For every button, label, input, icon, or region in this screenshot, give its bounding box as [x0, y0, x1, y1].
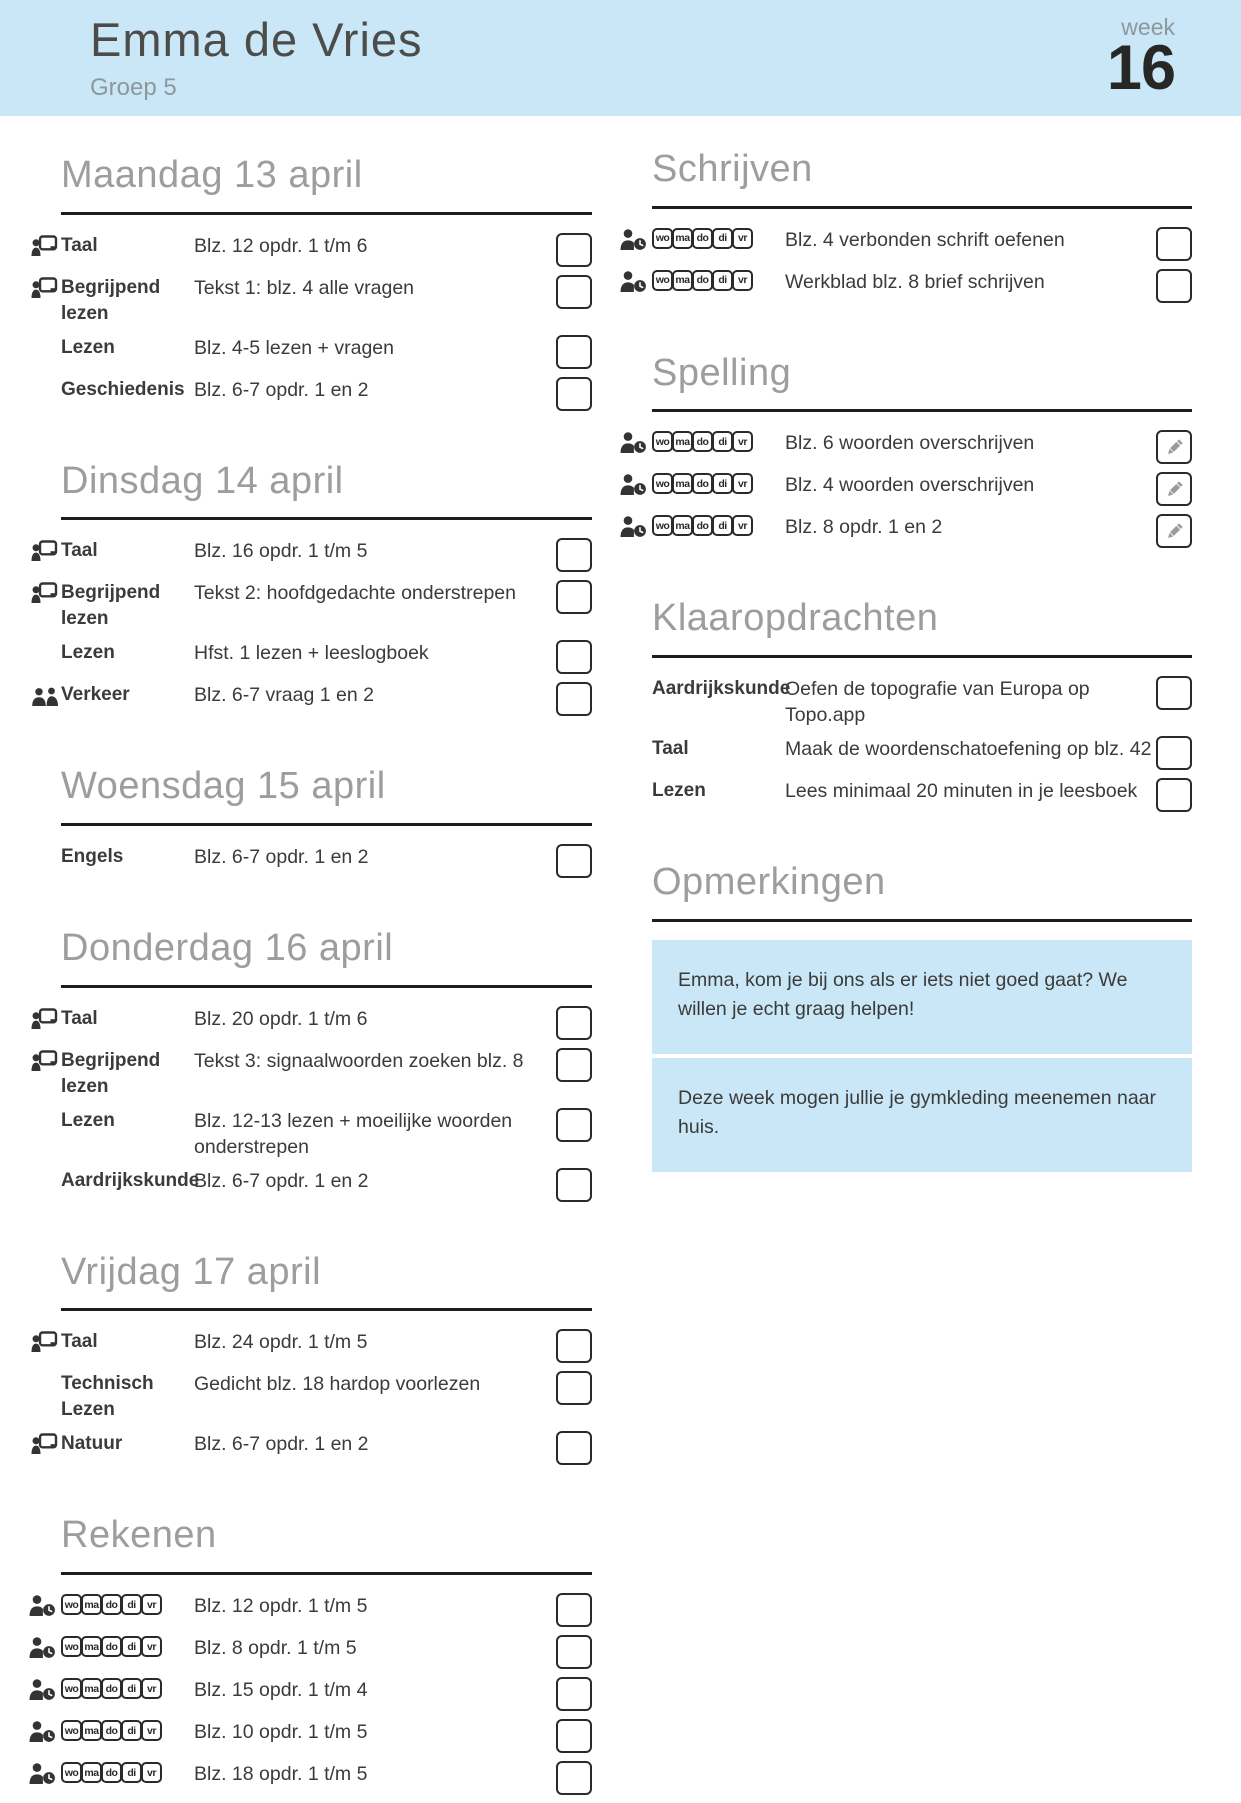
day-badge-vr[interactable]: vr: [732, 228, 753, 249]
day-badge-ma[interactable]: ma: [672, 270, 693, 291]
subject-label: Taal: [652, 738, 689, 760]
pencil-icon: [1165, 480, 1184, 499]
task-description: Lees minimaal 20 minuten in je leesboek: [785, 780, 1138, 803]
task-row: [61, 1677, 592, 1711]
task-checkbox[interactable]: [1156, 778, 1192, 812]
day-badges: [652, 430, 785, 452]
user-clock-icon: [619, 432, 647, 453]
day-badge-vr[interactable]: vr: [141, 1636, 162, 1657]
pencil-icon: [1165, 522, 1184, 541]
day-badge-ma[interactable]: ma: [672, 473, 693, 494]
section-maandag: [61, 154, 592, 411]
day-badge-do[interactable]: do: [101, 1594, 122, 1615]
section-klaaropdrachten: [652, 597, 1192, 812]
subject-label: Natuur: [61, 1433, 123, 1455]
task-row: [652, 514, 1192, 548]
section-spelling: [652, 352, 1192, 549]
day-badge-vr[interactable]: vr: [732, 270, 753, 291]
task-checkbox-pencil[interactable]: [1156, 514, 1192, 548]
day-badge-vr[interactable]: vr: [141, 1678, 162, 1699]
users-icon: [31, 687, 59, 706]
day-badge-vr[interactable]: vr: [732, 473, 753, 494]
chalkboard-teacher-icon: [31, 1433, 58, 1454]
task-row: [61, 1168, 592, 1202]
task-description: Blz. 10 opdr. 1 t/m 5: [194, 1721, 368, 1744]
task-row: [61, 580, 592, 632]
pencil-icon: [1165, 438, 1184, 457]
task-description: Werkblad blz. 8 brief schrijven: [785, 270, 1045, 293]
task-description: Blz. 8 opdr. 1 en 2: [785, 516, 943, 539]
subject-label: Aardrijkskunde: [61, 1169, 200, 1191]
day-badge-do[interactable]: do: [692, 228, 713, 249]
section-divider: [652, 206, 1192, 209]
task-checkbox[interactable]: [1156, 676, 1192, 710]
task-description: Blz. 12 opdr. 1 t/m 6: [194, 234, 368, 257]
task-checkbox[interactable]: [556, 1329, 592, 1363]
remark-note: Emma, kom je bij ons als er iets niet goed gaat? We willen je echt graag helpen!: [652, 940, 1192, 1054]
task-description: Blz. 6 woorden overschrijven: [785, 432, 1035, 455]
day-badges: [61, 1677, 194, 1699]
task-row: [61, 335, 592, 369]
section-divider: [652, 919, 1192, 922]
left-column: [61, 130, 592, 1803]
task-row: [652, 472, 1192, 506]
task-row: [61, 1329, 592, 1363]
week-block: [1107, 16, 1175, 116]
task-description: Tekst 3: signaalwoorden zoeken blz. 8: [194, 1049, 524, 1072]
day-badge-do[interactable]: do: [692, 270, 713, 291]
task-row: [652, 430, 1192, 464]
day-badge-ma[interactable]: ma: [672, 431, 693, 452]
day-badge-do[interactable]: do: [692, 515, 713, 536]
subject-label: Begrijpend lezen: [61, 276, 161, 324]
task-description: Blz. 4 verbonden schrift oefenen: [785, 228, 1065, 251]
task-row: [61, 1593, 592, 1627]
day-badges: [61, 1719, 194, 1741]
group-label: Groep 5: [90, 73, 177, 101]
subject-label: Lezen: [61, 642, 115, 664]
section-title: Maandag 13 april: [61, 154, 363, 196]
day-badges: [61, 1635, 194, 1657]
task-row: [61, 1431, 592, 1465]
section-title: Woensdag 15 april: [61, 765, 386, 808]
section-divider: [61, 823, 592, 826]
task-description: Maak de woordenschatoefening op blz. 42: [785, 738, 1152, 761]
day-badge-ma[interactable]: ma: [672, 228, 693, 249]
day-badge-wo[interactable]: wo: [652, 473, 673, 494]
day-badge-ma[interactable]: ma: [81, 1678, 102, 1699]
subject-label: Begrijpend lezen: [61, 1049, 161, 1097]
section-title: Dinsdag 14 april: [61, 459, 344, 502]
task-checkbox[interactable]: [1156, 269, 1192, 303]
subject-label: Taal: [61, 540, 98, 562]
day-badge-wo[interactable]: wo: [652, 228, 673, 249]
task-description: Blz. 6-7 opdr. 1 en 2: [194, 1169, 369, 1192]
task-checkbox[interactable]: [556, 1371, 592, 1405]
task-checkbox[interactable]: [556, 1677, 592, 1711]
chalkboard-teacher-icon: [31, 582, 58, 603]
section-rekenen: [61, 1514, 592, 1795]
task-description: Blz. 16 opdr. 1 t/m 5: [194, 540, 368, 563]
subject-label: Lezen: [652, 780, 706, 802]
task-checkbox[interactable]: [556, 580, 592, 614]
day-badge-wo[interactable]: wo: [61, 1720, 82, 1741]
task-description: Blz. 6-7 vraag 1 en 2: [194, 684, 374, 707]
task-description: Blz. 18 opdr. 1 t/m 5: [194, 1763, 368, 1786]
section-dinsdag: [61, 460, 592, 717]
section-title: Spelling: [652, 351, 792, 394]
day-badges: [652, 227, 785, 249]
day-badge-di[interactable]: di: [712, 515, 733, 536]
task-checkbox[interactable]: [556, 538, 592, 572]
task-checkbox[interactable]: [556, 377, 592, 411]
section-divider: [61, 517, 592, 520]
user-clock-icon: [28, 1637, 56, 1658]
day-badge-do[interactable]: do: [101, 1762, 122, 1783]
task-description: Oefen de topografie van Europa op Topo.app: [785, 678, 1090, 727]
task-checkbox[interactable]: [556, 682, 592, 716]
chalkboard-teacher-icon: [31, 1331, 58, 1352]
task-description: Blz. 4-5 lezen + vragen: [194, 336, 394, 359]
day-badge-ma[interactable]: ma: [81, 1594, 102, 1615]
section-donderdag: [61, 927, 592, 1202]
task-checkbox[interactable]: [556, 1635, 592, 1669]
task-row: [652, 227, 1192, 261]
day-badge-ma[interactable]: ma: [81, 1762, 102, 1783]
chalkboard-teacher-icon: [31, 1008, 58, 1029]
task-description: Blz. 24 opdr. 1 t/m 5: [194, 1331, 368, 1354]
day-badge-wo[interactable]: wo: [61, 1594, 82, 1615]
subject-label: Engels: [61, 846, 124, 868]
task-checkbox[interactable]: [1156, 227, 1192, 261]
day-badge-vr[interactable]: vr: [141, 1720, 162, 1741]
subject-label: Begrijpend lezen: [61, 582, 161, 630]
section-title: Donderdag 16 april: [61, 927, 394, 970]
student-name: Emma de Vries: [90, 13, 423, 66]
day-badges: [652, 472, 785, 494]
task-checkbox[interactable]: [556, 275, 592, 309]
day-badge-wo[interactable]: wo: [652, 515, 673, 536]
task-description: Blz. 12 opdr. 1 t/m 5: [194, 1595, 368, 1618]
subject-label: Verkeer: [61, 684, 130, 706]
task-row: [61, 1719, 592, 1753]
task-row: [61, 1006, 592, 1040]
task-description: Hfst. 1 lezen + leeslogboek: [194, 642, 429, 665]
task-row: [61, 1108, 592, 1160]
day-badge-di[interactable]: di: [712, 473, 733, 494]
task-description: Tekst 1: blz. 4 alle vragen: [194, 276, 415, 299]
task-row: [61, 1371, 592, 1423]
section-opmerkingen: [652, 861, 1192, 1172]
day-badge-ma[interactable]: ma: [672, 515, 693, 536]
task-description: Blz. 4 woorden overschrijven: [785, 474, 1035, 497]
task-row: [61, 682, 592, 716]
day-badge-di[interactable]: di: [121, 1636, 142, 1657]
user-clock-icon: [28, 1595, 56, 1616]
day-badge-wo[interactable]: wo: [61, 1636, 82, 1657]
week-label: week: [1121, 14, 1175, 40]
task-row: [61, 538, 592, 572]
section-woensdag: [61, 765, 592, 878]
remark-note: Deze week mogen jullie je gymkleding meenemen naar huis.: [652, 1058, 1192, 1172]
user-clock-icon: [619, 271, 647, 292]
week-number: 16: [1106, 33, 1175, 103]
day-badge-vr[interactable]: vr: [141, 1762, 162, 1783]
day-badge-wo[interactable]: wo: [61, 1762, 82, 1783]
section-divider: [61, 212, 592, 215]
subject-label: Geschiedenis: [61, 378, 185, 400]
day-badge-wo[interactable]: wo: [652, 270, 673, 291]
section-title: Opmerkingen: [652, 861, 886, 904]
section-title: Klaaropdrachten: [652, 597, 939, 640]
task-description: Blz. 15 opdr. 1 t/m 4: [194, 1679, 368, 1702]
task-checkbox-pencil[interactable]: [1156, 430, 1192, 464]
day-badge-di[interactable]: di: [712, 228, 733, 249]
day-badge-vr[interactable]: vr: [141, 1594, 162, 1615]
section-divider: [61, 1572, 592, 1575]
subject-label: Taal: [61, 1007, 98, 1029]
day-badge-do[interactable]: do: [692, 473, 713, 494]
task-row: [61, 233, 592, 267]
task-checkbox[interactable]: [556, 1048, 592, 1082]
task-row: [652, 778, 1192, 812]
day-badge-vr[interactable]: vr: [732, 431, 753, 452]
day-badge-di[interactable]: di: [121, 1594, 142, 1615]
task-description: Gedicht blz. 18 hardop voorlezen: [194, 1373, 481, 1396]
day-badges: [652, 269, 785, 291]
task-checkbox[interactable]: [556, 1108, 592, 1142]
day-badge-do[interactable]: do: [101, 1720, 122, 1741]
day-badge-di[interactable]: di: [712, 431, 733, 452]
day-badges: [61, 1761, 194, 1783]
task-checkbox-pencil[interactable]: [1156, 472, 1192, 506]
task-checkbox[interactable]: [556, 1006, 592, 1040]
user-clock-icon: [28, 1763, 56, 1784]
section-title: Vrijdag 17 april: [61, 1250, 322, 1293]
task-checkbox[interactable]: [556, 844, 592, 878]
task-description: Blz. 6-7 opdr. 1 en 2: [194, 1433, 369, 1456]
subject-label: Lezen: [61, 1109, 115, 1131]
header-left: [90, 14, 423, 116]
subject-label: Taal: [61, 1331, 98, 1353]
task-row: [652, 676, 1192, 728]
chalkboard-teacher-icon: [31, 1050, 58, 1071]
section-divider: [61, 1308, 592, 1311]
task-checkbox[interactable]: [556, 335, 592, 369]
user-clock-icon: [28, 1721, 56, 1742]
task-checkbox[interactable]: [556, 640, 592, 674]
task-row: [652, 736, 1192, 770]
task-checkbox[interactable]: [1156, 736, 1192, 770]
section-divider: [61, 985, 592, 988]
task-description: Tekst 2: hoofdgedachte onderstrepen: [194, 582, 516, 605]
section-vrijdag: [61, 1251, 592, 1466]
day-badge-wo[interactable]: wo: [61, 1678, 82, 1699]
day-badge-do[interactable]: do: [101, 1636, 122, 1657]
section-title: Schrijven: [652, 148, 813, 190]
day-badge-do[interactable]: do: [101, 1678, 122, 1699]
section-title: Rekenen: [61, 1514, 217, 1557]
chalkboard-teacher-icon: [31, 277, 58, 298]
task-row: [61, 640, 592, 674]
day-badge-do[interactable]: do: [692, 431, 713, 452]
task-row: [61, 377, 592, 411]
day-badge-ma[interactable]: ma: [81, 1720, 102, 1741]
day-badges: [61, 1593, 194, 1615]
day-badge-di[interactable]: di: [121, 1762, 142, 1783]
subject-label: Aardrijkskunde: [652, 678, 791, 700]
task-description: Blz. 20 opdr. 1 t/m 6: [194, 1007, 368, 1030]
right-column: [652, 130, 1192, 1176]
day-badge-ma[interactable]: ma: [81, 1636, 102, 1657]
section-divider: [652, 655, 1192, 658]
task-checkbox[interactable]: [556, 1761, 592, 1795]
user-clock-icon: [619, 474, 647, 495]
task-description: Blz. 8 opdr. 1 t/m 5: [194, 1637, 357, 1660]
task-checkbox[interactable]: [556, 233, 592, 267]
task-row: [61, 844, 592, 878]
user-clock-icon: [28, 1679, 56, 1700]
day-badge-vr[interactable]: vr: [732, 515, 753, 536]
header: [0, 0, 1241, 116]
user-clock-icon: [619, 229, 647, 250]
chalkboard-teacher-icon: [31, 540, 58, 561]
task-description: Blz. 6-7 opdr. 1 en 2: [194, 846, 369, 869]
subject-label: Lezen: [61, 336, 115, 358]
subject-label: Taal: [61, 234, 98, 256]
task-row: [61, 1761, 592, 1795]
task-row: [61, 275, 592, 327]
user-clock-icon: [619, 516, 647, 537]
chalkboard-teacher-icon: [31, 235, 58, 256]
day-badges: [652, 514, 785, 536]
day-badge-di[interactable]: di: [121, 1720, 142, 1741]
task-description: Blz. 6-7 opdr. 1 en 2: [194, 378, 369, 401]
subject-label: Technisch Lezen: [61, 1373, 154, 1421]
task-row: [61, 1048, 592, 1100]
day-badge-di[interactable]: di: [712, 270, 733, 291]
task-description: Blz. 12-13 lezen + moeilijke woorden onderstrepen: [194, 1109, 513, 1158]
day-badge-di[interactable]: di: [121, 1678, 142, 1699]
day-badge-wo[interactable]: wo: [652, 431, 673, 452]
task-checkbox[interactable]: [556, 1593, 592, 1627]
task-row: [61, 1635, 592, 1669]
task-row: [652, 269, 1192, 303]
section-schrijven: [652, 148, 1192, 303]
task-checkbox[interactable]: [556, 1431, 592, 1465]
task-checkbox[interactable]: [556, 1719, 592, 1753]
task-checkbox[interactable]: [556, 1168, 592, 1202]
section-divider: [652, 409, 1192, 412]
